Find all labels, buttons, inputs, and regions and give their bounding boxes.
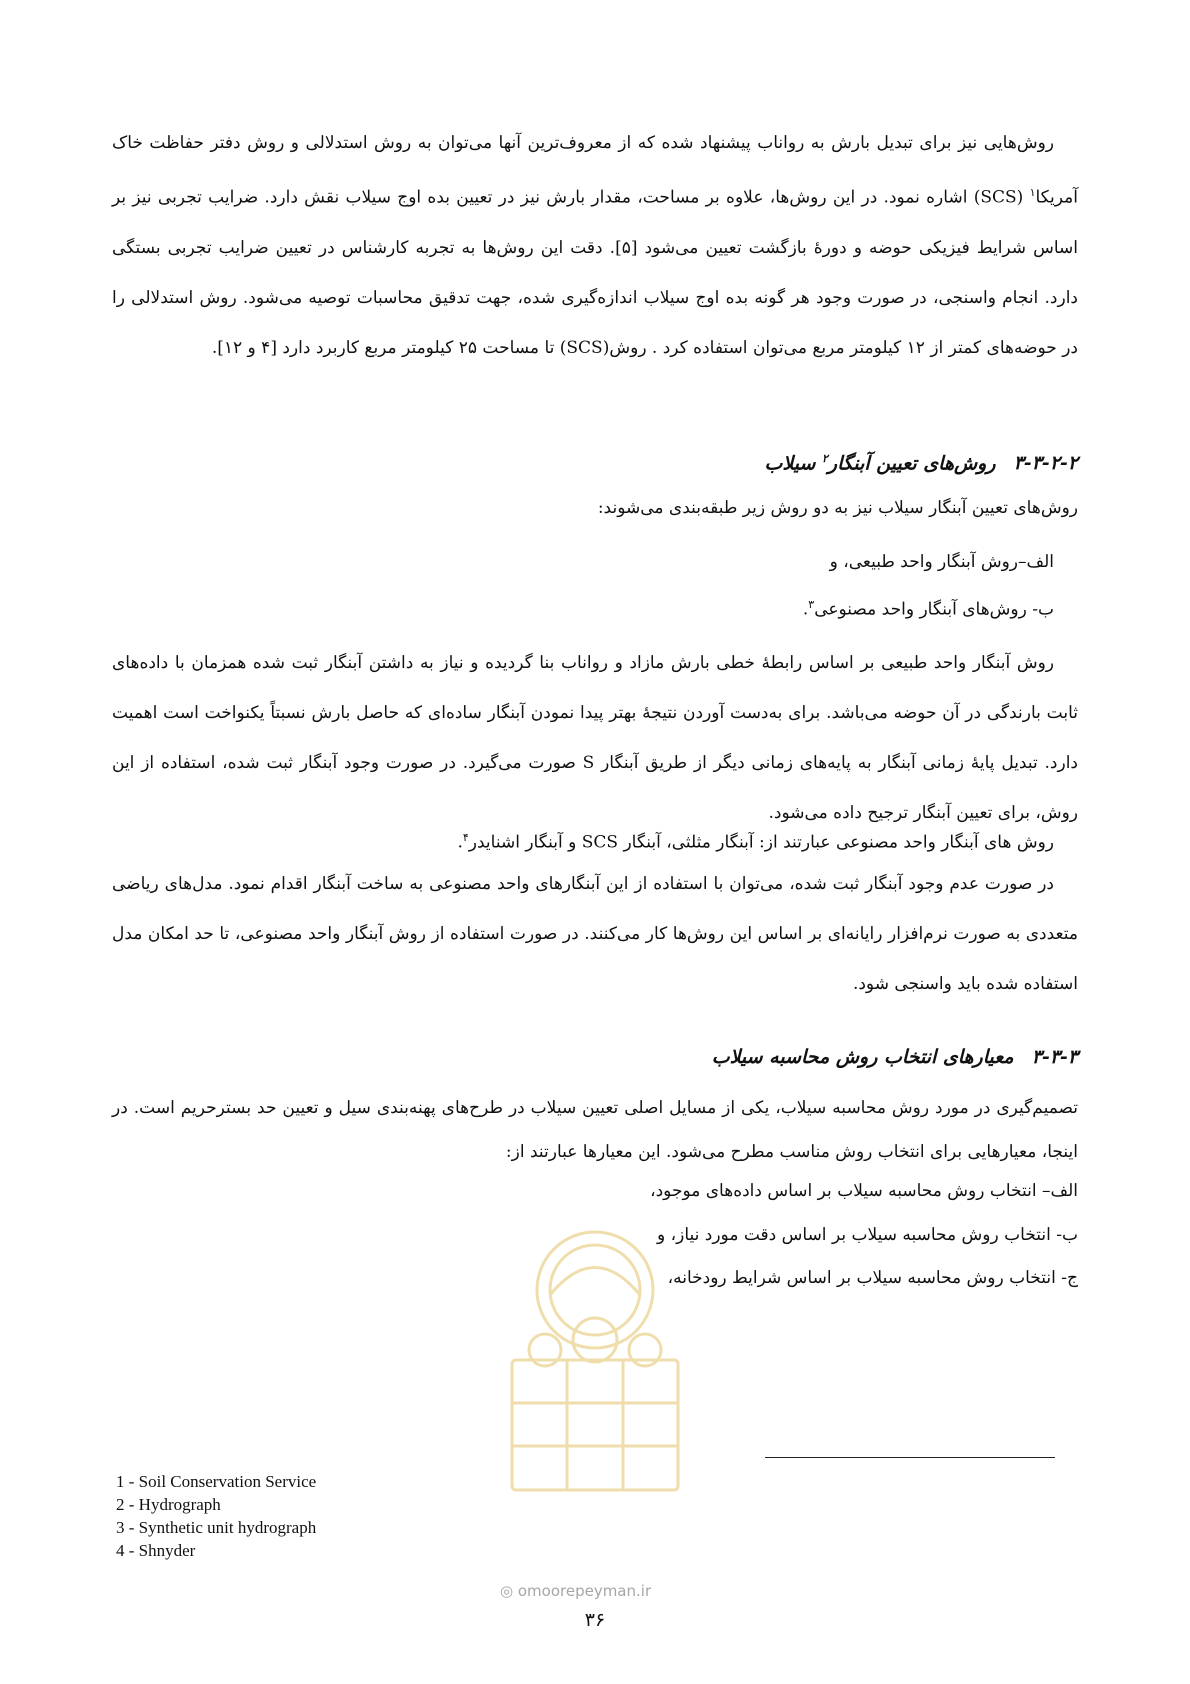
paragraph-text: تصمیم‌گیری در مورد روش محاسبه سیلاب، یکی از مسایل اصلی تعیین سیلاب در طرح‌های پهنه‌بندی سیل و تعیین حد بسترحریم است. در اینجا، معیارهایی برای انتخاب روش مناسب مطرح می‌شود. این معیارها عبارتند از:	[112, 1098, 1078, 1162]
footnote-ref-4: ۴	[462, 831, 469, 844]
list-item-b-text: ب- روش‌های آبنگار واحد مصنوعی	[814, 599, 1054, 620]
paragraph-text: روش آبنگار واحد طبیعی بر اساس رابطهٔ خطی بارش مازاد و رواناب بنا گردیده و نیاز به داشتن آبنگار ثبت شده همزمان با داده‌های ثابت بارندگی در آن حوضه می‌باشد. برای به‌دست آوردن نتیجهٔ بهتر پیدا نمودن آبنگار ساده‌ای که حاصل بارش نسبتاً یکنواخت است اهمیت دارد. تبدیل پایهٔ زمانی آبنگار به پایه‌های زمانی دیگر از طریق آبنگار S صورت می‌گیرد. در صورت وجود آبنگار ثبت شده، استفاده از این روش، برای تعیین آبنگار ترجیح داده می‌شود.	[112, 653, 1078, 823]
criteria-paragraph	[112, 1086, 1078, 1174]
section-title: روش‌های تعیین آبنگار	[827, 452, 996, 475]
footnote-3: 3 - Synthetic unit hydrograph	[116, 1518, 317, 1537]
paragraph-text-end: .	[457, 832, 463, 853]
section-heading-criteria	[712, 1046, 1078, 1068]
footnote-ref-2: ۲	[821, 452, 828, 465]
footnote-4: 4 - Shnyder	[116, 1541, 196, 1560]
natural-hydrograph-paragraph	[112, 638, 1078, 838]
criteria-item-c: ج- انتخاب روش محاسبه سیلاب بر اساس شرایط رودخانه،	[667, 1268, 1078, 1288]
footnote-ref-1: ۱	[1029, 186, 1036, 199]
footnote-1: 1 - Soil Conservation Service	[116, 1472, 317, 1491]
watermark-site: ◎ omoorepeyman.ir	[500, 1582, 652, 1600]
section-number: ۳-۳-۳	[1031, 1046, 1078, 1068]
paragraph-text: در صورت عدم وجود آبنگار ثبت شده، می‌توان با استفاده از این آبنگارهای واحد مصنوعی به ساخت آبنگار اقدام نمود. مدل‌های ریاضی متعددی به صورت نرم‌افزار رایانه‌ای بر اساس این روش‌ها کار می‌کنند. در صورت استفاده از روش آبنگار واحد مصنوعی، تا حد امکان مدل استفاده شده باید واسنجی شود.	[112, 874, 1078, 994]
watermark-seal-icon	[490, 1200, 700, 1550]
page-number: ۳۶	[584, 1609, 606, 1631]
intro-text-rest: (SCS) اشاره نمود. در این روش‌ها، علاوه بر مساحت، مقدار بارش نیز در تعیین بده اوج سیلاب نقش دارد. ضرایب تجربی نیز بر اساس شرایط فیزیکی حوضه و دورهٔ بازگشت تعیین می‌شود [۵]. دقت این روش‌ها به تجربه کارشناس در تعیین ضرایب تجربی بستگی دارد. انجام واسنجی، در صورت وجود هر گونه بده اوج سیلاب اندازه‌گیری شده، جهت تدقیق محاسبات توصیه می‌شود. روش استدلالی را در حوضه‌های کمتر از ۱۲ کیلومتر مربع می‌توان استفاده کرد . روش(SCS) تا مساحت ۲۵ کیلومتر مربع کاربرد دارد [۴ و ۱۲].	[112, 187, 1078, 358]
no-hydrograph-paragraph	[112, 859, 1078, 1009]
criteria-item-b: ب- انتخاب روش محاسبه سیلاب بر اساس دقت مورد نیاز، و	[657, 1225, 1078, 1245]
hydrograph-intro: روش‌های تعیین آبنگار سیلاب نیز به دو روش زیر طبقه‌بندی می‌شوند:	[597, 498, 1078, 518]
paragraph-text: روش های آبنگار واحد مصنوعی عبارتند از: آبنگار مثلثی، آبنگار SCS و آبنگار اشنایدر	[468, 832, 1054, 853]
watermark-site-text: omoorepeyman.ir	[517, 1582, 652, 1600]
list-item-a: الف–روش آبنگار واحد طبیعی، و	[829, 552, 1054, 572]
section-number: ۳-۳-۲-۲	[1013, 452, 1078, 475]
list-item-b	[803, 598, 1054, 620]
footnote-ref-3: ۳	[808, 598, 815, 611]
footnotes	[116, 1470, 316, 1562]
criteria-item-a: الف– انتخاب روش محاسبه سیلاب بر اساس داده‌های موجود،	[650, 1181, 1078, 1201]
intro-paragraph	[112, 118, 1078, 373]
footnote-2: 2 - Hydrograph	[116, 1495, 221, 1514]
section-title-end: سیلاب	[764, 452, 822, 475]
footnote-separator	[765, 1457, 1055, 1458]
intro-text: روش‌هایی نیز برای تبدیل بارش به رواناب پیشنهاد شده که از معروف‌ترین آنها می‌توان به روش استدلالی و روش دفتر حفاظت خاک آمریکا	[112, 133, 1078, 208]
section-heading-hydrograph	[764, 452, 1078, 474]
section-title: معیارهای انتخاب روش محاسبه سیلاب	[711, 1046, 1014, 1068]
list-item-b-end: .	[802, 599, 809, 620]
